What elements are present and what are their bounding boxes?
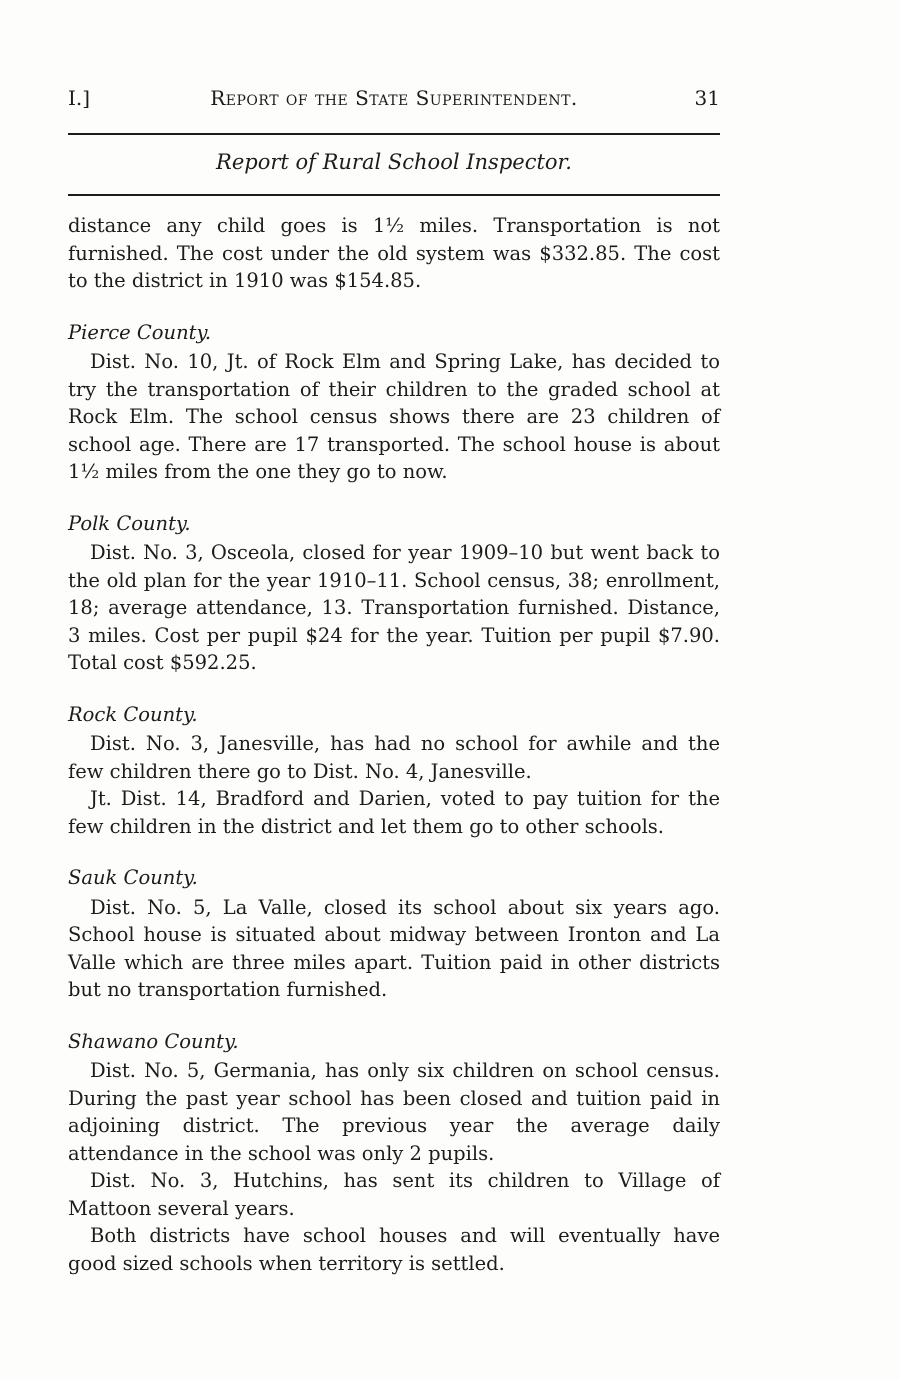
section-title: Report of Rural School Inspector.: [216, 150, 572, 174]
paragraph: Dist. No. 3, Osceola, closed for year 1909–10 but went back to the old plan for the year 1910–11. School census, 38; enrollment, 18; average attendance, 13. Transportation furnished. Distance, 3 miles. Cost per pupil $24 for the year. Tuition per pupil $7.90. Total cost $592.25.: [68, 541, 720, 674]
page-number: 31: [694, 86, 720, 110]
part-number: I.]: [68, 86, 91, 110]
paragraph: Both districts have school houses and will eventually have good sized schools when territory is settled.: [68, 1224, 720, 1275]
bottom-rule: [68, 194, 720, 196]
county-heading-pierce: Pierce County.: [68, 320, 212, 344]
top-rule: [68, 133, 720, 135]
page-body: [68, 212, 720, 1277]
running-title: Report of the State Superintendent.: [210, 86, 578, 110]
running-head: [68, 86, 720, 116]
county-heading-sauk: Sauk County.: [68, 866, 198, 889]
paragraph: Dist. No. 5, Germania, has only six children on school census. During the past year school has been closed and tuition paid in adjoining district. The previous year the average daily attendance in the school was only 2 pupils.: [68, 1059, 720, 1165]
paragraph: Dist. No. 3, Janesville, has had no school for awhile and the few children there go to Dist. No. 4, Janesville.: [68, 732, 720, 783]
paragraph: Dist. No. 10, Jt. of Rock Elm and Spring Lake, has decided to try the transportation of their children to the graded school at Rock Elm. The school census shows there are 23 children of school age. There are 17 transported. The school house is about 1½ miles from the one they go to now.: [68, 350, 720, 483]
county-heading-polk: Polk County.: [68, 511, 191, 535]
intro-paragraph: distance any child goes is 1½ miles. Transportation is not furnished. The cost under the old system was $332.85. The cost to the district in 1910 was $154.85.: [68, 214, 720, 292]
paragraph: Dist. No. 5, La Valle, closed its school about six years ago. School house is situated about midway between Ironton and La Valle which are three miles apart. Tuition paid in other districts but no transportation furnished.: [68, 895, 720, 1001]
county-heading-shawano: Shawano County.: [68, 1029, 239, 1053]
paragraph: Jt. Dist. 14, Bradford and Darien, voted to pay tuition for the few children in the district and let them go to other schools.: [68, 787, 720, 838]
paragraph: Dist. No. 3, Hutchins, has sent its children to Village of Mattoon several years.: [68, 1169, 720, 1220]
county-heading-rock: Rock County.: [68, 702, 198, 726]
